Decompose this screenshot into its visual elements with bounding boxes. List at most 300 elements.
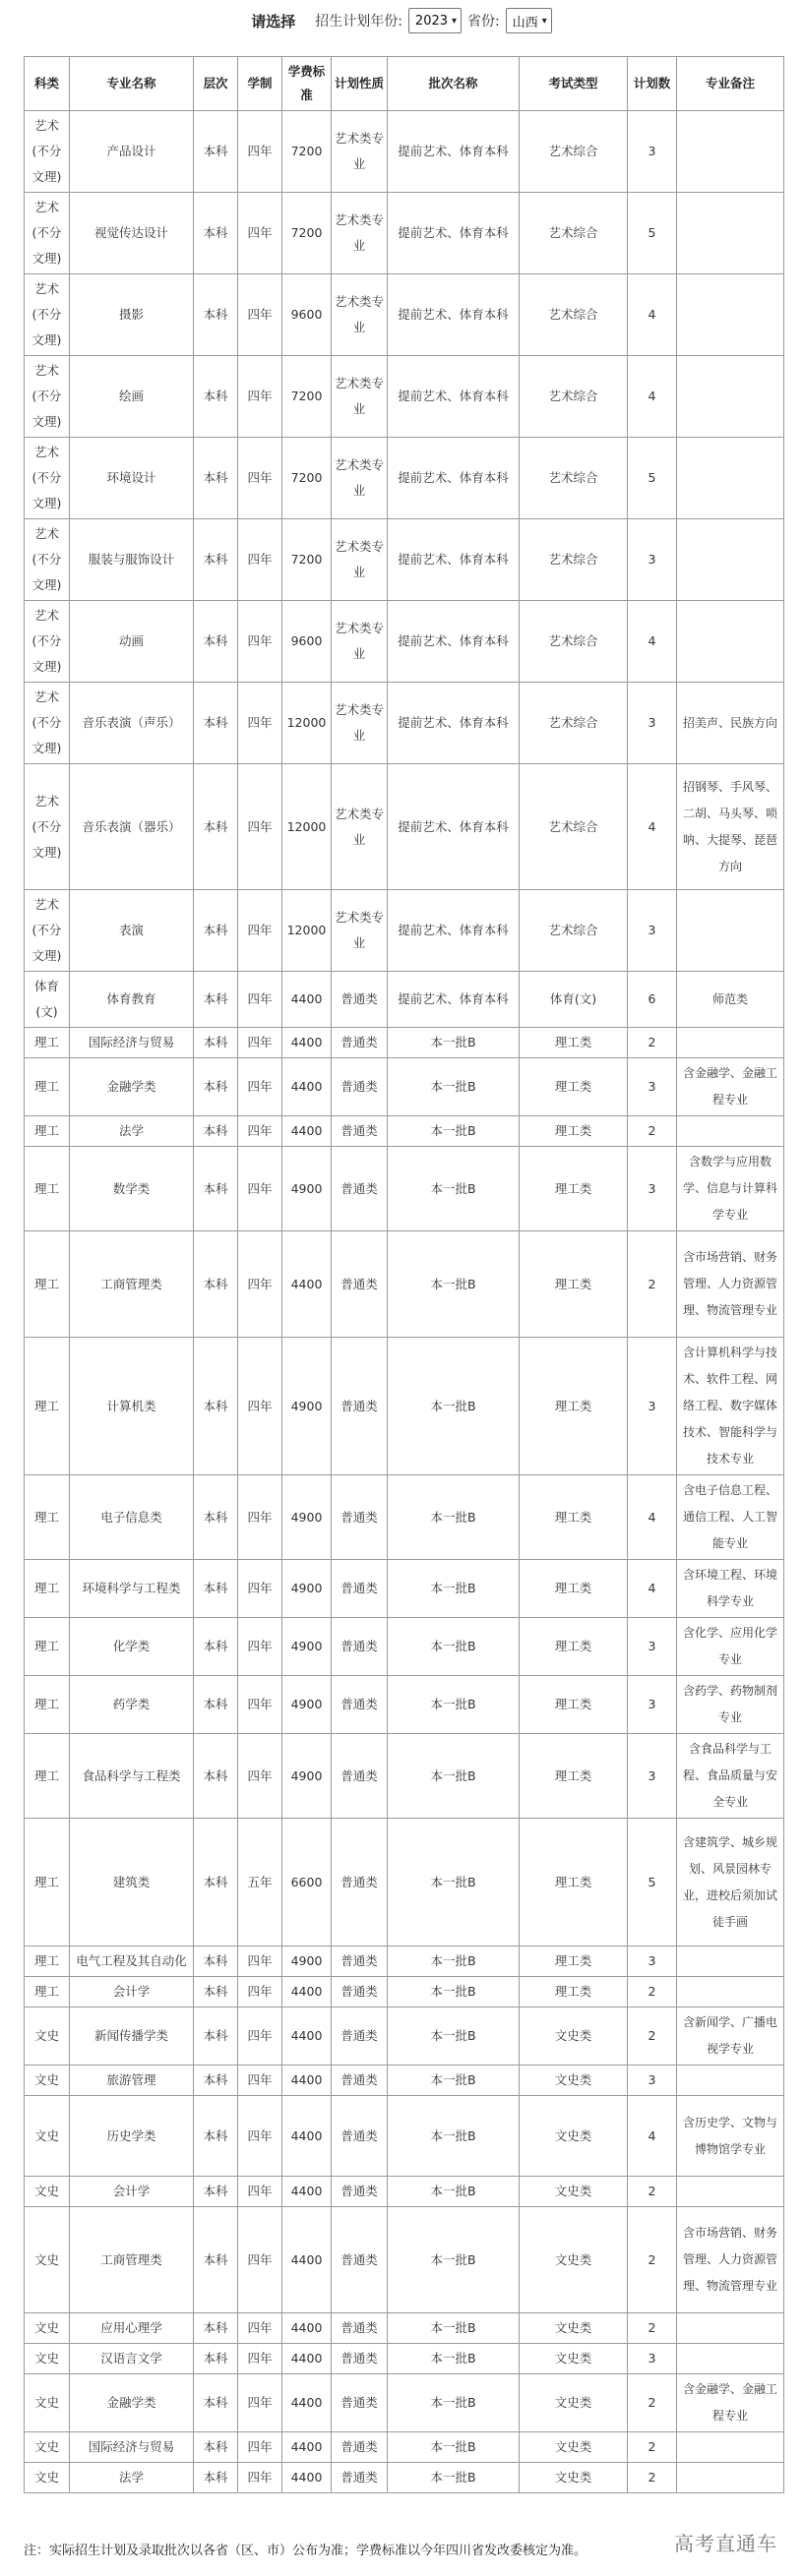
year-select[interactable] (408, 8, 462, 33)
subject-category-cell: 理工 (25, 1116, 70, 1147)
level-cell: 本科 (194, 2463, 238, 2493)
header-cell: 专业名称 (70, 57, 194, 111)
batch-name-cell: 本一批B (388, 1618, 520, 1676)
duration-cell: 四年 (238, 890, 282, 972)
tuition-cell: 4400 (282, 2007, 332, 2066)
major-name-cell: 国际经济与贸易 (70, 2432, 194, 2463)
exam-type-cell: 艺术综合 (520, 356, 628, 438)
major-note-cell (677, 193, 784, 274)
exam-type-cell: 文史类 (520, 2313, 628, 2344)
table-row (25, 2207, 784, 2313)
plan-count-cell: 3 (628, 519, 677, 601)
header-cell: 层次 (194, 57, 238, 111)
plan-count-cell: 4 (628, 601, 677, 683)
table-row (25, 1058, 784, 1116)
tuition-cell: 4400 (282, 2463, 332, 2493)
plan-count-cell: 2 (628, 1116, 677, 1147)
header-cell: 计划性质 (332, 57, 388, 111)
level-cell: 本科 (194, 1947, 238, 1977)
level-cell: 本科 (194, 2207, 238, 2313)
plan-count-cell: 4 (628, 2096, 677, 2177)
duration-cell: 四年 (238, 1116, 282, 1147)
level-cell: 本科 (194, 2344, 238, 2374)
plan-count-cell: 4 (628, 764, 677, 890)
level-cell: 本科 (194, 764, 238, 890)
tuition-cell: 4400 (282, 1058, 332, 1116)
plan-count-cell: 5 (628, 193, 677, 274)
duration-cell: 四年 (238, 1475, 282, 1560)
plan-count-cell: 2 (628, 2207, 677, 2313)
major-name-cell: 国际经济与贸易 (70, 1028, 194, 1058)
subject-category-cell: 理工 (25, 1977, 70, 2007)
exam-type-cell: 文史类 (520, 2374, 628, 2432)
tuition-cell: 9600 (282, 601, 332, 683)
duration-cell: 四年 (238, 2313, 282, 2344)
tuition-cell: 4400 (282, 1116, 332, 1147)
level-cell: 本科 (194, 1977, 238, 2007)
exam-type-cell: 理工类 (520, 1819, 628, 1947)
plan-type-cell: 普通类 (332, 1028, 388, 1058)
batch-name-cell: 本一批B (388, 1947, 520, 1977)
exam-type-cell: 文史类 (520, 2432, 628, 2463)
table-row (25, 1147, 784, 1231)
plan-count-cell: 3 (628, 2066, 677, 2096)
plan-count-cell: 2 (628, 2374, 677, 2432)
batch-name-cell: 本一批B (388, 2207, 520, 2313)
duration-cell: 四年 (238, 111, 282, 193)
batch-name-cell: 提前艺术、体育本科 (388, 890, 520, 972)
plan-count-cell: 2 (628, 2007, 677, 2066)
plan-type-cell: 普通类 (332, 972, 388, 1028)
plan-type-cell: 普通类 (332, 2177, 388, 2207)
plan-count-cell: 3 (628, 1947, 677, 1977)
level-cell: 本科 (194, 683, 238, 764)
plan-type-cell: 艺术类专业 (332, 193, 388, 274)
tuition-cell: 6600 (282, 1819, 332, 1947)
duration-cell: 四年 (238, 1618, 282, 1676)
exam-type-cell: 理工类 (520, 1475, 628, 1560)
plan-type-cell: 普通类 (332, 1116, 388, 1147)
major-note-cell: 师范类 (677, 972, 784, 1028)
major-name-cell: 会计学 (70, 1977, 194, 2007)
batch-name-cell: 本一批B (388, 1819, 520, 1947)
major-note-cell: 含计算机科学与技术、软件工程、网络工程、数字媒体技术、智能科学与技术专业 (677, 1338, 784, 1475)
batch-name-cell: 本一批B (388, 1028, 520, 1058)
major-note-cell: 含环境工程、环境科学专业 (677, 1560, 784, 1618)
level-cell: 本科 (194, 274, 238, 356)
table-row (25, 764, 784, 890)
watermark: 高考直通车 (674, 2532, 777, 2555)
plan-count-cell: 3 (628, 111, 677, 193)
level-cell: 本科 (194, 601, 238, 683)
level-cell: 本科 (194, 1819, 238, 1947)
major-note-cell: 含市场营销、财务管理、人力资源管理、物流管理专业 (677, 2207, 784, 2313)
level-cell: 本科 (194, 2007, 238, 2066)
subject-category-cell: 理工 (25, 1560, 70, 1618)
duration-cell: 四年 (238, 1058, 282, 1116)
tuition-cell: 4400 (282, 2344, 332, 2374)
batch-name-cell: 提前艺术、体育本科 (388, 111, 520, 193)
level-cell: 本科 (194, 2096, 238, 2177)
major-note-cell: 含历史学、文物与博物馆学专业 (677, 2096, 784, 2177)
table-row (25, 519, 784, 601)
major-name-cell: 电子信息类 (70, 1475, 194, 1560)
year-label: 招生计划年份: (315, 14, 402, 30)
table-row (25, 2096, 784, 2177)
level-cell: 本科 (194, 1028, 238, 1058)
table-row (25, 1475, 784, 1560)
batch-name-cell: 本一批B (388, 1977, 520, 2007)
table-row (25, 683, 784, 764)
exam-type-cell: 理工类 (520, 1618, 628, 1676)
table-row (25, 601, 784, 683)
plan-count-cell: 3 (628, 1058, 677, 1116)
batch-name-cell: 提前艺术、体育本科 (388, 972, 520, 1028)
subject-category-cell: 理工 (25, 1734, 70, 1819)
tuition-cell: 4400 (282, 2374, 332, 2432)
exam-type-cell: 艺术综合 (520, 438, 628, 519)
table-header-row (25, 57, 784, 111)
subject-category-cell: 艺术(不分文理) (25, 601, 70, 683)
chevron-down-icon: ▾ (541, 15, 547, 27)
level-cell: 本科 (194, 111, 238, 193)
table-row (25, 1947, 784, 1977)
tuition-cell: 4400 (282, 2432, 332, 2463)
batch-name-cell: 本一批B (388, 1734, 520, 1819)
exam-type-cell: 艺术综合 (520, 601, 628, 683)
plan-type-cell: 艺术类专业 (332, 519, 388, 601)
exam-type-cell: 理工类 (520, 1338, 628, 1475)
exam-type-cell: 体育(文) (520, 972, 628, 1028)
major-name-cell: 视觉传达设计 (70, 193, 194, 274)
subject-category-cell: 艺术(不分文理) (25, 519, 70, 601)
tuition-cell: 7200 (282, 519, 332, 601)
tuition-cell: 4900 (282, 1676, 332, 1734)
plan-type-cell: 普通类 (332, 1058, 388, 1116)
major-note-cell: 含建筑学、城乡规划、风景园林专业，进校后须加试徒手画 (677, 1819, 784, 1947)
plan-type-cell: 普通类 (332, 1618, 388, 1676)
plan-type-cell: 艺术类专业 (332, 274, 388, 356)
province-select[interactable] (506, 8, 552, 33)
plan-count-cell: 3 (628, 2344, 677, 2374)
major-note-cell (677, 2177, 784, 2207)
subject-category-cell: 艺术(不分文理) (25, 193, 70, 274)
level-cell: 本科 (194, 972, 238, 1028)
exam-type-cell: 理工类 (520, 1560, 628, 1618)
tuition-cell: 12000 (282, 683, 332, 764)
tuition-cell: 7200 (282, 193, 332, 274)
subject-category-cell: 艺术(不分文理) (25, 438, 70, 519)
major-name-cell: 音乐表演（器乐） (70, 764, 194, 890)
exam-type-cell: 文史类 (520, 2207, 628, 2313)
level-cell: 本科 (194, 1676, 238, 1734)
plan-type-cell: 普通类 (332, 1560, 388, 1618)
subject-category-cell: 文史 (25, 2463, 70, 2493)
province-label: 省份: (467, 14, 500, 30)
level-cell: 本科 (194, 2066, 238, 2096)
header-cell: 计划数 (628, 57, 677, 111)
batch-name-cell: 提前艺术、体育本科 (388, 438, 520, 519)
plan-type-cell: 普通类 (332, 2374, 388, 2432)
duration-cell: 四年 (238, 2007, 282, 2066)
plan-count-cell: 2 (628, 1028, 677, 1058)
tuition-cell: 4400 (282, 2066, 332, 2096)
subject-category-cell: 理工 (25, 1028, 70, 1058)
table-row (25, 111, 784, 193)
plan-type-cell: 普通类 (332, 1947, 388, 1977)
batch-name-cell: 本一批B (388, 1231, 520, 1338)
duration-cell: 四年 (238, 764, 282, 890)
level-cell: 本科 (194, 1560, 238, 1618)
major-name-cell: 建筑类 (70, 1819, 194, 1947)
exam-type-cell: 艺术综合 (520, 764, 628, 890)
subject-category-cell: 理工 (25, 1676, 70, 1734)
plan-count-cell: 3 (628, 1338, 677, 1475)
major-name-cell: 化学类 (70, 1618, 194, 1676)
tuition-cell: 4900 (282, 1618, 332, 1676)
subject-category-cell: 艺术(不分文理) (25, 356, 70, 438)
table-row (25, 1028, 784, 1058)
subject-category-cell: 理工 (25, 1147, 70, 1231)
table-row (25, 1231, 784, 1338)
major-note-cell (677, 601, 784, 683)
batch-name-cell: 本一批B (388, 1676, 520, 1734)
plan-count-cell: 3 (628, 683, 677, 764)
batch-name-cell: 本一批B (388, 1058, 520, 1116)
plan-type-cell: 艺术类专业 (332, 111, 388, 193)
plan-count-cell: 2 (628, 1977, 677, 2007)
exam-type-cell: 理工类 (520, 1231, 628, 1338)
exam-type-cell: 理工类 (520, 1676, 628, 1734)
batch-name-cell: 提前艺术、体育本科 (388, 601, 520, 683)
duration-cell: 四年 (238, 2374, 282, 2432)
plan-count-cell: 2 (628, 2177, 677, 2207)
duration-cell: 四年 (238, 1147, 282, 1231)
table-row (25, 438, 784, 519)
duration-cell: 四年 (238, 1977, 282, 2007)
table-row (25, 1819, 784, 1947)
batch-name-cell: 本一批B (388, 2432, 520, 2463)
subject-category-cell: 文史 (25, 2066, 70, 2096)
major-note-cell (677, 1116, 784, 1147)
subject-category-cell: 理工 (25, 1338, 70, 1475)
plan-type-cell: 艺术类专业 (332, 683, 388, 764)
subject-category-cell: 艺术(不分文理) (25, 764, 70, 890)
duration-cell: 四年 (238, 519, 282, 601)
plan-count-cell: 2 (628, 1231, 677, 1338)
major-note-cell (677, 1947, 784, 1977)
major-name-cell: 新闻传播学类 (70, 2007, 194, 2066)
exam-type-cell: 文史类 (520, 2463, 628, 2493)
batch-name-cell: 本一批B (388, 2066, 520, 2096)
major-name-cell: 音乐表演（声乐） (70, 683, 194, 764)
duration-cell: 四年 (238, 1947, 282, 1977)
major-name-cell: 产品设计 (70, 111, 194, 193)
filter-bar (0, 0, 803, 41)
table-row (25, 2313, 784, 2344)
year-select-value: 2023 (414, 13, 449, 29)
exam-type-cell: 理工类 (520, 1058, 628, 1116)
duration-cell: 五年 (238, 1819, 282, 1947)
exam-type-cell: 理工类 (520, 1977, 628, 2007)
level-cell: 本科 (194, 1618, 238, 1676)
major-note-cell (677, 1028, 784, 1058)
major-name-cell: 旅游管理 (70, 2066, 194, 2096)
duration-cell: 四年 (238, 2463, 282, 2493)
subject-category-cell: 理工 (25, 1475, 70, 1560)
major-name-cell: 金融学类 (70, 2374, 194, 2432)
level-cell: 本科 (194, 2313, 238, 2344)
exam-type-cell: 文史类 (520, 2007, 628, 2066)
subject-category-cell: 艺术(不分文理) (25, 890, 70, 972)
plan-count-cell: 4 (628, 356, 677, 438)
enrollment-plan-table (24, 56, 784, 2493)
plan-type-cell: 普通类 (332, 2432, 388, 2463)
major-name-cell: 食品科学与工程类 (70, 1734, 194, 1819)
duration-cell: 四年 (238, 683, 282, 764)
major-note-cell: 含药学、药物制剂专业 (677, 1676, 784, 1734)
plan-count-cell: 4 (628, 274, 677, 356)
province-select-value: 山西 (512, 15, 538, 30)
major-note-cell (677, 2463, 784, 2493)
major-name-cell: 计算机类 (70, 1338, 194, 1475)
level-cell: 本科 (194, 519, 238, 601)
batch-name-cell: 提前艺术、体育本科 (388, 683, 520, 764)
major-note-cell (677, 2313, 784, 2344)
exam-type-cell: 理工类 (520, 1734, 628, 1819)
subject-category-cell: 艺术(不分文理) (25, 274, 70, 356)
plan-count-cell: 3 (628, 890, 677, 972)
major-note-cell: 含电子信息工程、通信工程、人工智能专业 (677, 1475, 784, 1560)
subject-category-cell: 理工 (25, 1819, 70, 1947)
plan-type-cell: 普通类 (332, 1819, 388, 1947)
level-cell: 本科 (194, 1058, 238, 1116)
major-note-cell: 含化学、应用化学专业 (677, 1618, 784, 1676)
tuition-cell: 12000 (282, 764, 332, 890)
tuition-cell: 12000 (282, 890, 332, 972)
plan-type-cell: 艺术类专业 (332, 601, 388, 683)
tuition-cell: 7200 (282, 356, 332, 438)
batch-name-cell: 本一批B (388, 2313, 520, 2344)
major-note-cell (677, 2344, 784, 2374)
plan-type-cell: 普通类 (332, 1231, 388, 1338)
level-cell: 本科 (194, 1116, 238, 1147)
exam-type-cell: 文史类 (520, 2096, 628, 2177)
duration-cell: 四年 (238, 438, 282, 519)
duration-cell: 四年 (238, 1028, 282, 1058)
plan-type-cell: 普通类 (332, 1338, 388, 1475)
plan-type-cell: 艺术类专业 (332, 438, 388, 519)
tuition-cell: 4400 (282, 2313, 332, 2344)
plan-count-cell: 2 (628, 2313, 677, 2344)
table-row (25, 2007, 784, 2066)
exam-type-cell: 文史类 (520, 2066, 628, 2096)
tuition-cell: 4900 (282, 1338, 332, 1475)
subject-category-cell: 文史 (25, 2177, 70, 2207)
chevron-down-icon: ▾ (452, 15, 458, 27)
plan-count-cell: 2 (628, 2432, 677, 2463)
exam-type-cell: 文史类 (520, 2344, 628, 2374)
exam-type-cell: 文史类 (520, 2177, 628, 2207)
exam-type-cell: 艺术综合 (520, 683, 628, 764)
major-name-cell: 绘画 (70, 356, 194, 438)
table-row (25, 2177, 784, 2207)
major-note-cell: 招钢琴、手风琴、二胡、马头琴、唢呐、大提琴、琵琶方向 (677, 764, 784, 890)
tuition-cell: 4400 (282, 2177, 332, 2207)
table-row (25, 1734, 784, 1819)
plan-type-cell: 普通类 (332, 2344, 388, 2374)
major-note-cell: 含新闻学、广播电视学专业 (677, 2007, 784, 2066)
duration-cell: 四年 (238, 2177, 282, 2207)
exam-type-cell: 理工类 (520, 1028, 628, 1058)
major-note-cell: 招美声、民族方向 (677, 683, 784, 764)
major-name-cell: 历史学类 (70, 2096, 194, 2177)
major-note-cell: 含金融学、金融工程专业 (677, 1058, 784, 1116)
major-name-cell: 服装与服饰设计 (70, 519, 194, 601)
tuition-cell: 4900 (282, 1475, 332, 1560)
exam-type-cell: 艺术综合 (520, 111, 628, 193)
batch-name-cell: 本一批B (388, 2177, 520, 2207)
subject-category-cell: 文史 (25, 2374, 70, 2432)
major-name-cell: 工商管理类 (70, 2207, 194, 2313)
major-name-cell: 应用心理学 (70, 2313, 194, 2344)
batch-name-cell: 提前艺术、体育本科 (388, 356, 520, 438)
plan-type-cell: 艺术类专业 (332, 890, 388, 972)
major-name-cell: 法学 (70, 1116, 194, 1147)
plan-type-cell: 普通类 (332, 1977, 388, 2007)
batch-name-cell: 提前艺术、体育本科 (388, 764, 520, 890)
level-cell: 本科 (194, 2374, 238, 2432)
exam-type-cell: 理工类 (520, 1116, 628, 1147)
plan-type-cell: 普通类 (332, 1147, 388, 1231)
plan-count-cell: 3 (628, 1676, 677, 1734)
tuition-cell: 7200 (282, 438, 332, 519)
tuition-cell: 4400 (282, 1028, 332, 1058)
tuition-cell: 7200 (282, 111, 332, 193)
plan-count-cell: 2 (628, 2463, 677, 2493)
batch-name-cell: 本一批B (388, 2096, 520, 2177)
major-name-cell: 环境设计 (70, 438, 194, 519)
subject-category-cell: 文史 (25, 2432, 70, 2463)
level-cell: 本科 (194, 356, 238, 438)
level-cell: 本科 (194, 1231, 238, 1338)
level-cell: 本科 (194, 2177, 238, 2207)
plan-count-cell: 4 (628, 1560, 677, 1618)
tuition-cell: 4900 (282, 1947, 332, 1977)
subject-category-cell: 艺术(不分文理) (25, 683, 70, 764)
plan-count-cell: 5 (628, 1819, 677, 1947)
batch-name-cell: 本一批B (388, 1147, 520, 1231)
exam-type-cell: 艺术综合 (520, 890, 628, 972)
batch-name-cell: 本一批B (388, 1475, 520, 1560)
level-cell: 本科 (194, 438, 238, 519)
duration-cell: 四年 (238, 2344, 282, 2374)
subject-category-cell: 体育(文) (25, 972, 70, 1028)
duration-cell: 四年 (238, 1734, 282, 1819)
major-note-cell: 含数学与应用数学、信息与计算科学专业 (677, 1147, 784, 1231)
major-note-cell (677, 274, 784, 356)
plan-type-cell: 普通类 (332, 2007, 388, 2066)
exam-type-cell: 艺术综合 (520, 274, 628, 356)
plan-type-cell: 艺术类专业 (332, 764, 388, 890)
major-name-cell: 法学 (70, 2463, 194, 2493)
batch-name-cell: 本一批B (388, 1560, 520, 1618)
plan-type-cell: 艺术类专业 (332, 356, 388, 438)
batch-name-cell: 本一批B (388, 1338, 520, 1475)
table-row (25, 356, 784, 438)
subject-category-cell: 文史 (25, 2344, 70, 2374)
duration-cell: 四年 (238, 1560, 282, 1618)
